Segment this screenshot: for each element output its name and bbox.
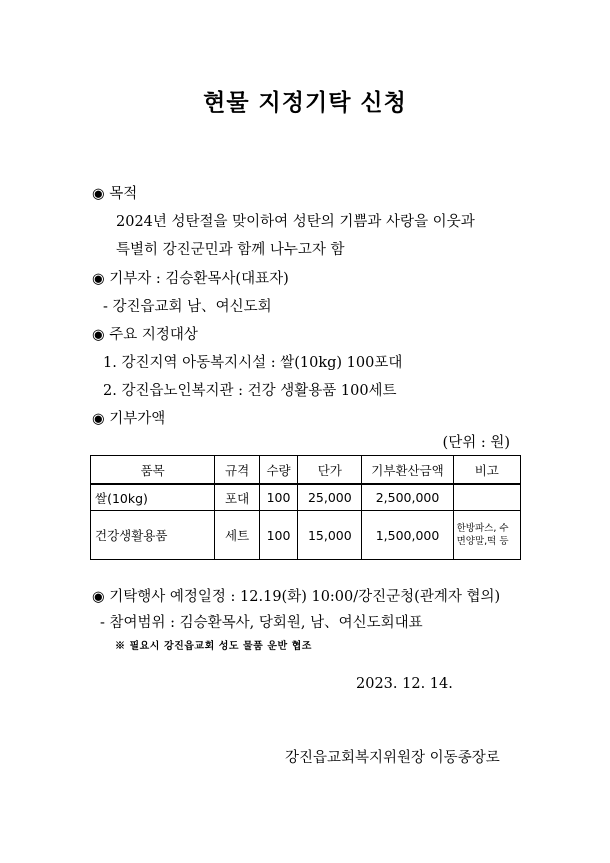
- signature: 강진읍교회복지위원장 이동종장로: [285, 750, 500, 766]
- cell-item: 쌀(10kg): [91, 484, 215, 511]
- document-title: 현물 지정기탁 신청: [203, 90, 407, 116]
- cell-spec: 포대: [215, 484, 260, 511]
- targets-heading: ◉ 주요 지정대상: [92, 327, 198, 343]
- cell-qty: 100: [259, 511, 297, 560]
- cell-total: 2,500,000: [362, 484, 453, 511]
- document-date: 2023. 12. 14.: [356, 676, 453, 692]
- purpose-heading: ◉ 목적: [92, 186, 138, 202]
- cell-note: 한방파스, 수면양말,떡 등: [453, 511, 520, 560]
- target-item-1: 1. 강진지역 아동복지시설 : 쌀(10kg) 100포대: [103, 355, 403, 371]
- header-total: 기부환산금액: [362, 456, 453, 485]
- header-spec: 규격: [215, 456, 260, 485]
- header-qty: 수량: [259, 456, 297, 485]
- cell-note: [453, 484, 520, 511]
- cell-item: 건강생활용품: [91, 511, 215, 560]
- header-price: 단가: [298, 456, 362, 485]
- purpose-line-2: 특별히 강진군민과 함께 나누고자 함: [116, 242, 345, 258]
- header-note: 비고: [453, 456, 520, 485]
- donor-heading: ◉ 기부자 : 김승환목사(대표자): [92, 271, 289, 287]
- cell-qty: 100: [259, 484, 297, 511]
- table-row: [91, 484, 521, 511]
- target-item-2: 2. 강진읍노인복지관 : 건강 생활용품 100세트: [103, 383, 397, 399]
- cell-spec: 세트: [215, 511, 260, 560]
- header-item: 품목: [91, 456, 215, 485]
- purpose-line-1: 2024년 성탄절을 맞이하여 성탄의 기쁨과 사랑을 이웃과: [116, 214, 475, 230]
- cell-price: 25,000: [298, 484, 362, 511]
- donor-detail: - 강진읍교회 남、여신도회: [103, 299, 272, 315]
- event-participants: - 참여범위 : 김승환목사, 당회원, 남、여신도회대표: [100, 615, 423, 631]
- event-heading: ◉ 기탁행사 예정일정 : 12.19(화) 10:00/강진군청(관계자 협의): [92, 589, 501, 605]
- event-note: ※ 필요시 강진읍교회 성도 물품 운반 협조: [115, 641, 312, 652]
- amount-heading: ◉ 기부가액: [92, 411, 166, 427]
- unit-label: (단위 : 원): [442, 435, 510, 451]
- table-header-row: [91, 456, 521, 485]
- cell-price: 15,000: [298, 511, 362, 560]
- cell-total: 1,500,000: [362, 511, 453, 560]
- table-row: [91, 511, 521, 560]
- donation-table: [90, 455, 521, 560]
